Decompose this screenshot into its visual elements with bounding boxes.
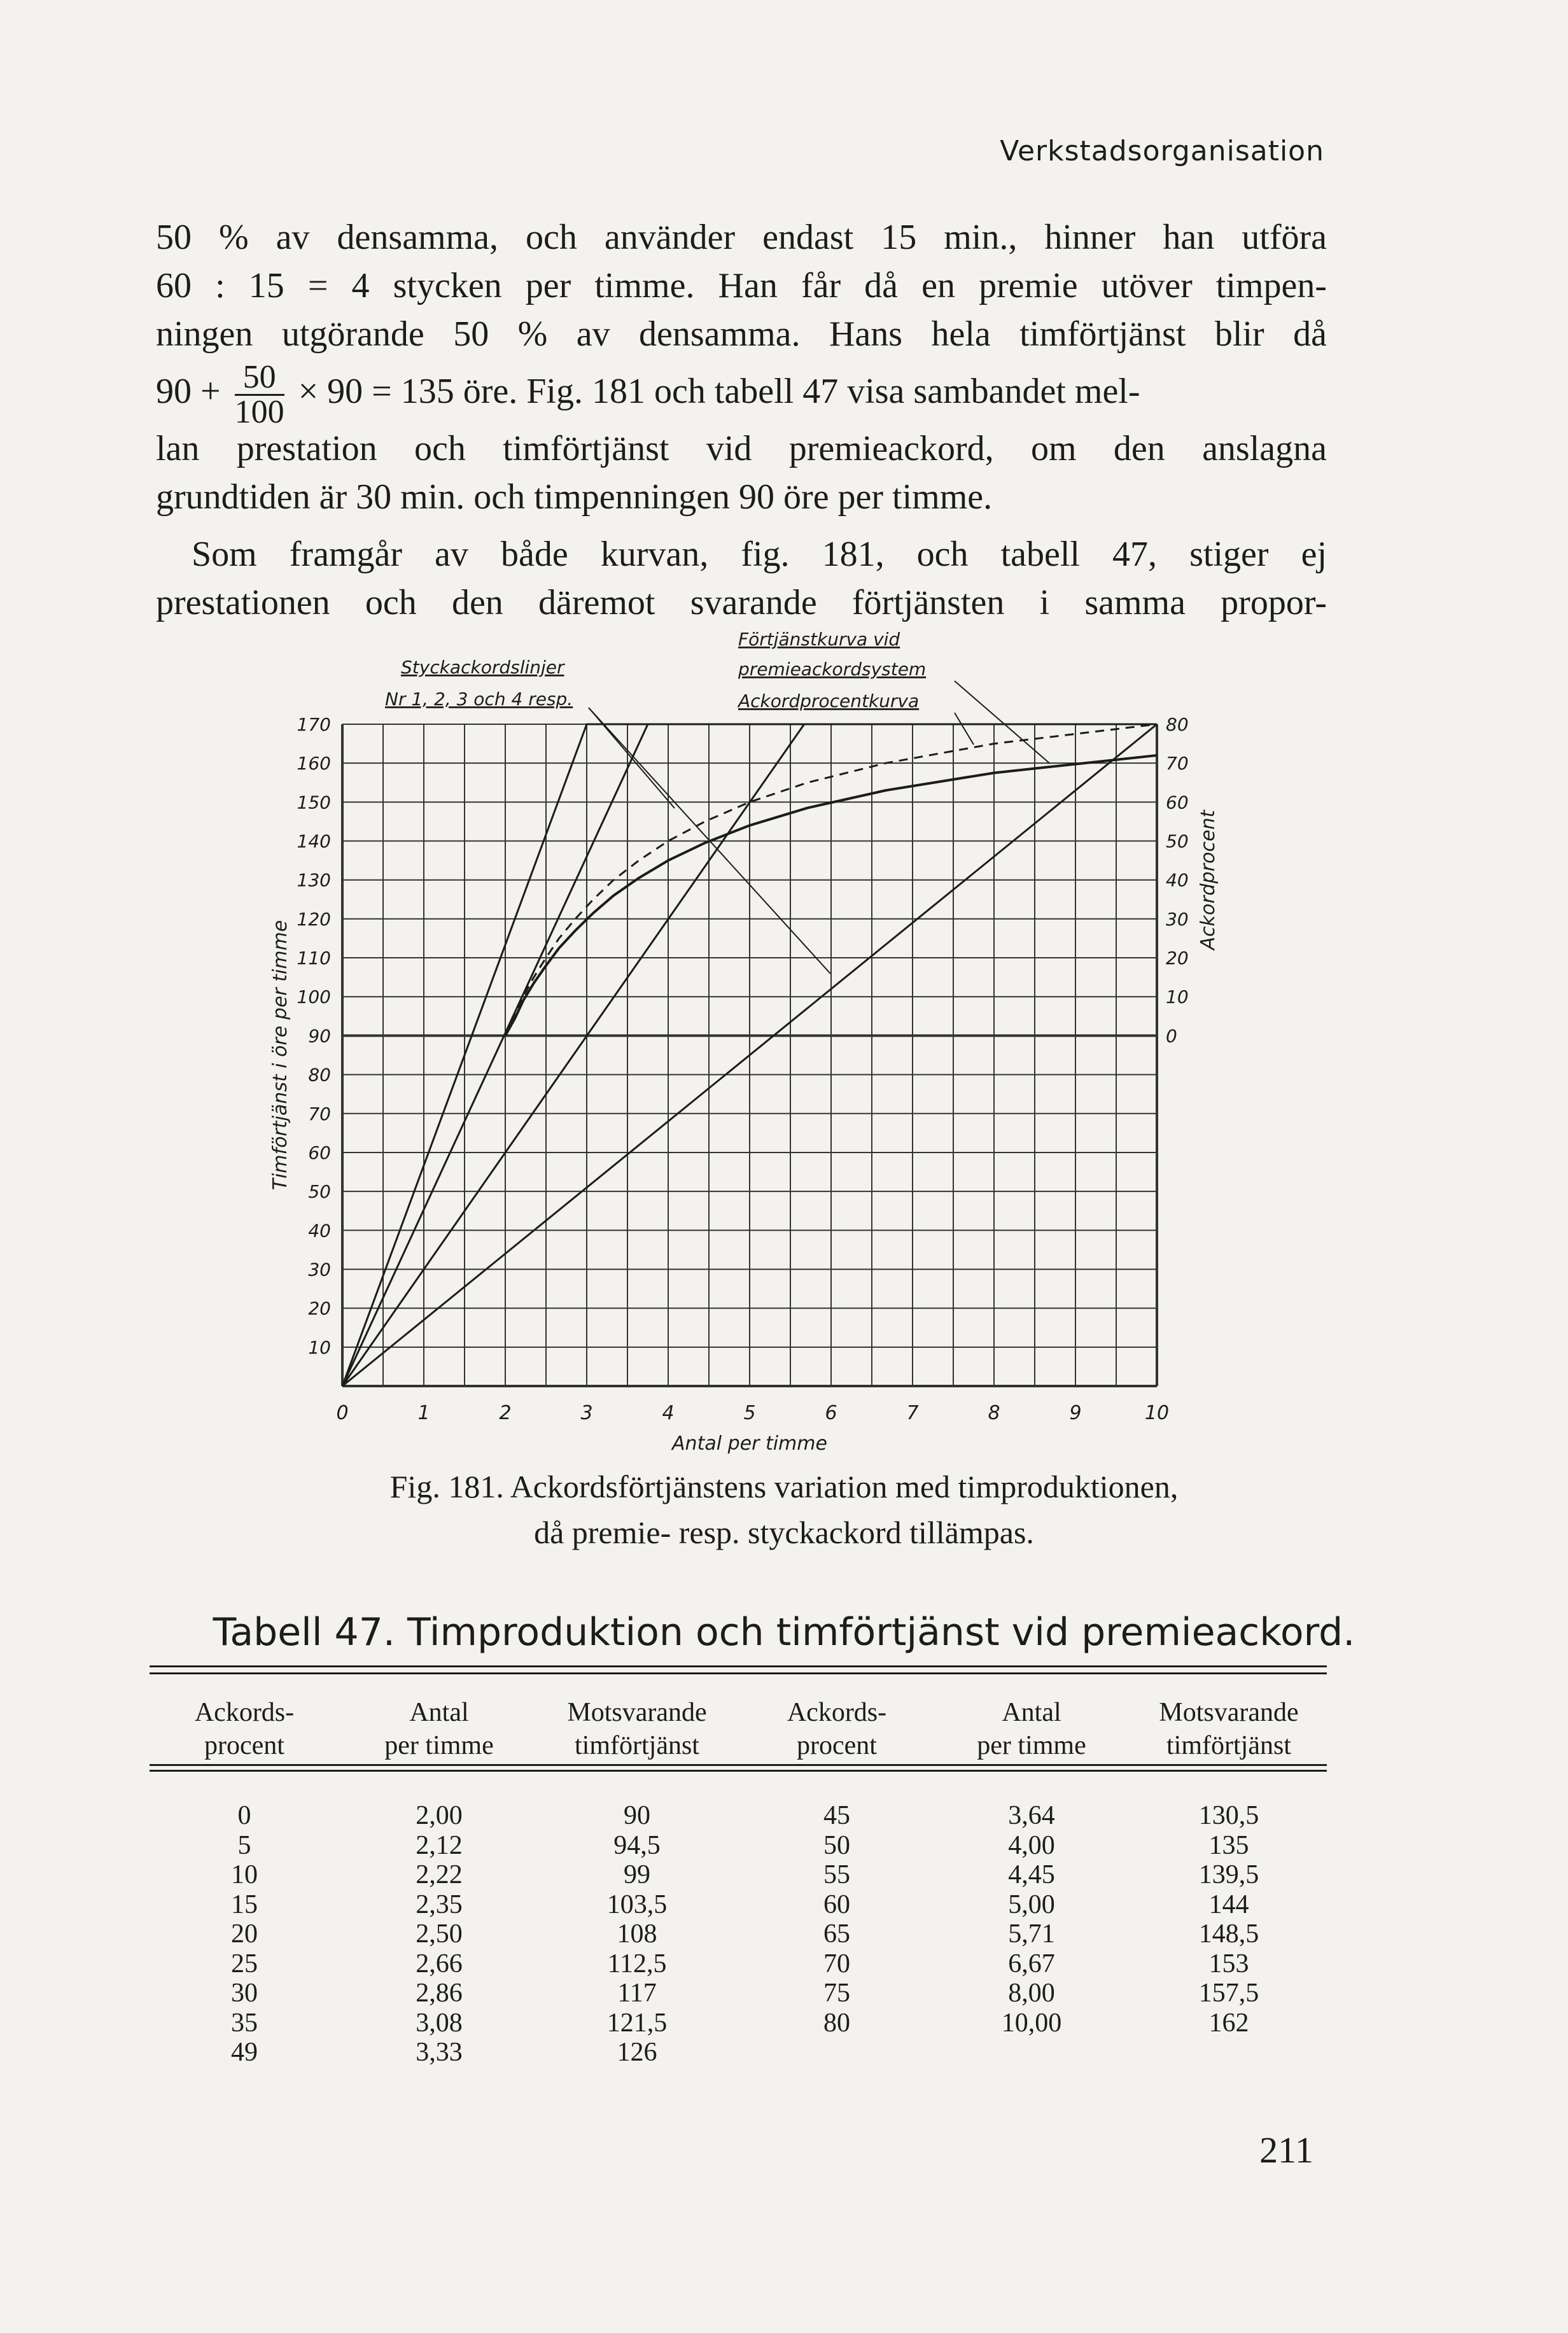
table-cell: 15 (231, 1889, 258, 1919)
table-cell: 99 (624, 1860, 650, 1889)
styckackord-line-3 (342, 724, 804, 1386)
table-column (930, 1680, 1133, 2075)
text-line: Som framgår av både kurvan, fig. 181, och tabell 47, stiger ej (192, 535, 1327, 574)
table-cell: 2,50 (416, 1919, 463, 1949)
leader-line (955, 681, 1050, 764)
figure-caption (0, 1464, 1568, 1555)
table-cell: 2,12 (416, 1830, 463, 1860)
table-cell: 2,35 (416, 1889, 463, 1919)
y-tick-label: 10 (308, 1336, 331, 1358)
text-line: lan prestation och timförtjänst vid premieackord, om den anslagna (156, 429, 1327, 468)
table-cell: 157,5 (1198, 1979, 1259, 2008)
y-tick-label: 30 (308, 1259, 331, 1280)
table-cell: 103,5 (606, 1889, 668, 1919)
caption-line-1: Fig. 181. Ackordsförtjänstens variation med timproduktionen, (389, 1469, 1179, 1504)
table-cell: 2,22 (416, 1860, 463, 1889)
column-values (930, 1801, 1133, 2038)
table-cell: 75 (823, 1979, 850, 2008)
chart-annotations (385, 629, 1050, 974)
styckackord-line-2 (342, 724, 648, 1386)
table-cell: 130,5 (1198, 1801, 1259, 1830)
table-column (1133, 1680, 1325, 2075)
table-cell: 144 (1208, 1889, 1249, 1919)
annotation-fortjanst: Förtjänstkurva vid (738, 629, 900, 650)
column-header: Motsvarande timförtjänst (567, 1698, 707, 1760)
table-cell: 10 (231, 1860, 258, 1889)
text-line: 50 % av densamma, och använder endast 15 min., hinner han utföra (156, 218, 1327, 257)
table-cell: 6,67 (1008, 1949, 1055, 1979)
table-cell: 49 (231, 2038, 258, 2067)
x-tick-label: 5 (743, 1402, 756, 1424)
y-tick-label: 80 (308, 1064, 331, 1086)
table-cell: 0 (237, 1801, 251, 1830)
table-cell: 153 (1208, 1949, 1249, 1979)
column-values (743, 1801, 930, 2038)
text-line: 60 : 15 = 4 stycken per timme. Han får då en premie utöver timpen- (156, 266, 1327, 305)
table-cell: 8,00 (1008, 1979, 1055, 2008)
x-axis-label: Antal per timme (672, 1433, 827, 1455)
table-cell: 30 (231, 1979, 258, 2008)
running-header: Verkstadsorganisation (1000, 135, 1324, 167)
formula-lead: 90 + (156, 372, 221, 411)
table-cell: 3,64 (1008, 1801, 1055, 1830)
leader-line (955, 713, 974, 745)
x-tick-label: 1 (417, 1402, 430, 1424)
y-tick-label: 140 (297, 830, 331, 852)
y-axis-label: Timförtjänst i öre per timme (269, 920, 291, 1191)
x-tick-label: 2 (499, 1402, 512, 1424)
x-tick-label: 4 (662, 1402, 675, 1424)
annotation-premieackord: premieackordsystem (738, 659, 927, 680)
table-cell: 20 (231, 1919, 258, 1949)
annotation-styckackord-nr: Nr 1, 2, 3 och 4 resp. (385, 689, 573, 710)
table-cell: 5,71 (1008, 1919, 1055, 1949)
table-cell: 50 (823, 1830, 850, 1860)
annotation-ackordprocent: Ackordprocentkurva (738, 690, 920, 711)
table-cell: 112,5 (607, 1949, 667, 1979)
annotation-styckackord: Styckackordslinjer (401, 657, 564, 678)
x-tick-label: 0 (336, 1402, 349, 1424)
table-cell: 3,08 (416, 2008, 463, 2038)
y-tick-label: 90 (308, 1025, 331, 1047)
fraction-numerator: 50 (235, 361, 284, 396)
table-cell: 2,00 (416, 1801, 463, 1830)
y2-axis-label: Ackordprocent (1197, 809, 1219, 950)
table-cell: 70 (823, 1949, 850, 1979)
table-column (150, 1680, 339, 2075)
y2-tick-label: 70 (1166, 753, 1189, 774)
y-tick-label: 160 (297, 753, 331, 774)
y-tick-label: 150 (297, 792, 331, 813)
y2-tick-label: 60 (1166, 792, 1189, 813)
column-values (1133, 1801, 1325, 2038)
y2-tick-label: 10 (1166, 986, 1189, 1008)
table-column (539, 1680, 735, 2075)
y-tick-label: 60 (308, 1142, 331, 1163)
caption-line-2: då premie- resp. styckackord tillämpas. (534, 1515, 1034, 1550)
y-tick-label: 70 (308, 1103, 331, 1124)
y-tick-label: 100 (297, 986, 331, 1008)
y-tick-label: 130 (297, 869, 331, 891)
table-cell: 126 (617, 2038, 657, 2067)
column-values (150, 1801, 339, 2068)
y-tick-label: 120 (297, 908, 331, 930)
x-tick-label: 6 (825, 1402, 837, 1424)
table-cell: 148,5 (1198, 1919, 1259, 1949)
table-cell: 10,00 (1001, 2008, 1062, 2038)
page-number: 211 (1259, 2129, 1313, 2171)
y2-tick-label: 30 (1166, 908, 1189, 930)
table-cell: 5 (237, 1830, 251, 1860)
column-header: Ackords- procent (787, 1698, 887, 1760)
table-cell: 55 (823, 1860, 850, 1889)
table-cell: 35 (231, 2008, 258, 2038)
x-tick-label: 3 (580, 1402, 593, 1424)
table-column (743, 1680, 930, 2075)
x-tick-label: 7 (906, 1402, 919, 1424)
y2-tick-label: 0 (1166, 1025, 1177, 1047)
table-cell: 2,86 (416, 1979, 463, 2008)
table-cell: 25 (231, 1949, 258, 1979)
table-title: Tabell 47. Timproduktion och timförtjänst vid premieackord. (213, 1610, 1355, 1655)
y2-tick-label: 80 (1166, 714, 1189, 735)
table-cell: 65 (823, 1919, 850, 1949)
x-tick-label: 10 (1144, 1402, 1170, 1424)
y-tick-label: 40 (308, 1220, 331, 1242)
y2-tick-label: 50 (1166, 830, 1189, 852)
y-tick-label: 110 (297, 948, 331, 969)
fraction-denominator: 100 (234, 393, 284, 430)
table-top-rule (150, 1665, 1327, 1667)
text-line: prestationen och den däremot svarande förtjänsten i samma propor- (156, 583, 1327, 622)
table-cell: 121,5 (606, 2008, 668, 2038)
table-cell: 94,5 (613, 1830, 661, 1860)
table-cell: 4,45 (1008, 1860, 1055, 1889)
table-cell: 45 (823, 1801, 850, 1830)
column-header: Antal per timme (384, 1698, 494, 1760)
text-line: grundtiden är 30 min. och timpenningen 90 öre per timme. (156, 477, 993, 517)
y2-tick-label: 20 (1166, 948, 1189, 969)
table-cell: 4,00 (1008, 1830, 1055, 1860)
column-header: Antal per timme (977, 1698, 1086, 1760)
y-tick-label: 50 (308, 1181, 331, 1203)
table-cell: 5,00 (1008, 1889, 1055, 1919)
column-values (339, 1801, 539, 2068)
table-cell: 90 (624, 1801, 650, 1830)
table-47 (150, 1680, 1327, 2075)
table-cell: 108 (617, 1919, 657, 1949)
table-cell: 135 (1208, 1830, 1249, 1860)
table-cell: 3,33 (416, 2038, 463, 2067)
table-cell: 139,5 (1198, 1860, 1259, 1889)
y-tick-label: 20 (308, 1298, 331, 1319)
formula-tail: × 90 = 135 öre. Fig. 181 och tabell 47 visa sambandet mel- (298, 372, 1140, 411)
y-tick-label: 170 (297, 714, 331, 735)
table-top-rule-2 (150, 1672, 1327, 1674)
x-tick-label: 8 (988, 1402, 1000, 1424)
x-tick-label: 9 (1069, 1402, 1082, 1424)
text-line: ningen utgörande 50 % av densamma. Hans hela timförtjänst blir då (156, 314, 1327, 354)
table-cell: 117 (617, 1979, 657, 2008)
column-values (539, 1801, 735, 2068)
table-cell: 60 (823, 1889, 850, 1919)
y2-tick-label: 40 (1166, 869, 1189, 891)
column-header: Ackords- procent (194, 1698, 295, 1760)
column-header: Motsvarande timförtjänst (1159, 1698, 1299, 1760)
table-column (339, 1680, 539, 2075)
chart-ticks (269, 714, 1219, 1455)
table-cell: 80 (823, 2008, 850, 2038)
table-cell: 162 (1208, 2008, 1249, 2038)
table-cell: 2,66 (416, 1949, 463, 1979)
